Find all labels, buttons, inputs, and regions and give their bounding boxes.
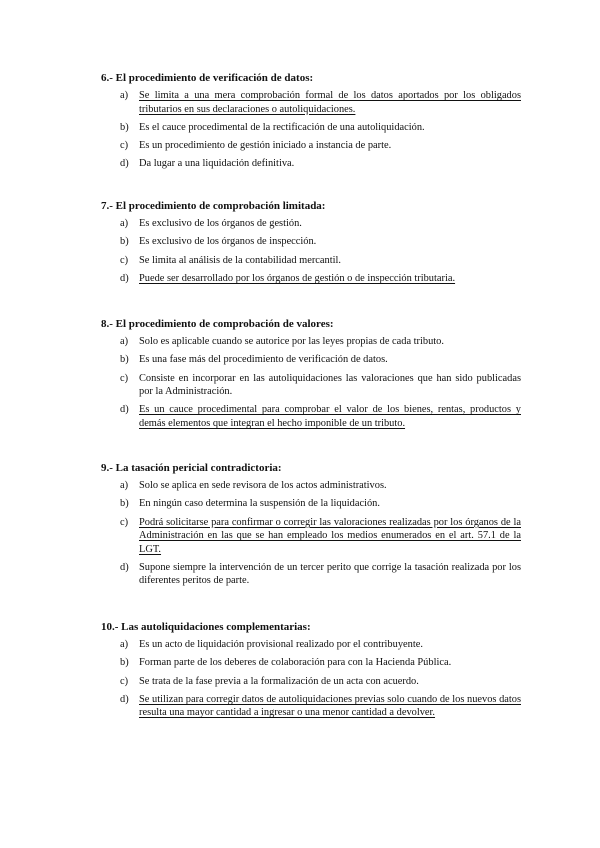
option-letter: c)	[120, 675, 129, 687]
option-letter: a)	[120, 336, 129, 347]
option-text: Consiste en incorporar en las autoliquidaciones las valoraciones que han sido publicadas por la Administración.	[139, 372, 521, 398]
option-text: Puede ser desarrollado por los órganos de gestión o de inspección tributaria.	[139, 272, 456, 284]
option-d	[101, 157, 521, 171]
option-a	[101, 89, 521, 116]
option-text: Se limita al análisis de la contabilidad mercantil.	[139, 254, 341, 266]
option-c	[101, 139, 521, 153]
question-title: 9.- La tasación pericial contradictoria:	[101, 462, 282, 474]
option-letter: d)	[120, 693, 129, 705]
option-letter: b)	[120, 354, 129, 366]
option-text: Es un procedimiento de gestión iniciado a instancia de parte.	[139, 140, 392, 152]
option-text: Es un acto de liquidación provisional realizado por el contribuyente.	[139, 639, 423, 650]
option-text: Forman parte de los deberes de colaboración para con la Hacienda Pública.	[139, 657, 452, 669]
option-a	[101, 335, 521, 349]
option-text: Es un cauce procedimental para comprobar el valor de los bienes, rentas, productos y demás elementos que integran el hecho imponible de un tributo.	[139, 404, 521, 429]
option-letter: d)	[120, 561, 129, 573]
option-letter: b)	[120, 657, 129, 669]
option-text: Se limita a una mera comprobación formal de los datos aportados por los obligados tributarios en sus declaraciones o autoliquidaciones.	[139, 90, 521, 115]
option-c	[101, 675, 521, 689]
option-letter: c)	[120, 140, 129, 152]
option-letter: c)	[120, 516, 129, 528]
question-9	[101, 461, 521, 593]
question-10	[101, 620, 521, 725]
options-list	[101, 217, 521, 285]
options-list	[101, 479, 521, 588]
option-letter: c)	[120, 254, 129, 266]
question-6	[101, 71, 521, 176]
option-b	[101, 656, 521, 670]
option-letter: d)	[120, 272, 129, 284]
option-letter: a)	[120, 639, 129, 650]
option-letter: b)	[120, 236, 129, 248]
option-a	[101, 479, 521, 493]
options-list	[101, 335, 521, 430]
option-b	[101, 235, 521, 249]
option-letter: b)	[120, 498, 129, 510]
option-b	[101, 353, 521, 367]
option-b	[101, 497, 521, 511]
options-list	[101, 638, 521, 720]
option-letter: a)	[120, 480, 129, 491]
option-d	[101, 561, 521, 588]
option-letter: c)	[120, 372, 129, 384]
option-c	[101, 254, 521, 268]
question-title: 7.- El procedimiento de comprobación limitada:	[101, 200, 326, 212]
option-letter: a)	[120, 218, 129, 229]
question-title: 10.- Las autoliquidaciones complementarias:	[101, 621, 311, 633]
question-title: 6.- El procedimiento de verificación de datos:	[101, 72, 314, 84]
question-8	[101, 317, 521, 435]
question-7	[101, 199, 521, 290]
option-letter: b)	[120, 121, 129, 133]
option-c	[101, 516, 521, 557]
option-letter: d)	[120, 158, 129, 170]
option-a	[101, 638, 521, 652]
option-letter: a)	[120, 90, 129, 101]
option-text: Solo se aplica en sede revisora de los actos administrativos.	[139, 480, 387, 491]
option-text: Es el cauce procedimental de la rectificación de una autoliquidación.	[139, 121, 425, 133]
option-text: Supone siempre la intervención de un tercer perito que corrige la tasación realizada por los diferentes peritos de parte.	[139, 561, 521, 587]
option-d	[101, 272, 521, 286]
option-d	[101, 693, 521, 720]
option-text: Da lugar a una liquidación definitiva.	[139, 158, 295, 170]
option-text: Se trata de la fase previa a la formalización de un acta con acuerdo.	[139, 675, 419, 687]
question-title: 8.- El procedimiento de comprobación de valores:	[101, 318, 334, 330]
option-d	[101, 403, 521, 430]
options-list	[101, 89, 521, 171]
option-text: Solo es aplicable cuando se autorice por las leyes propias de cada tributo.	[139, 336, 444, 347]
option-text: Podrá solicitarse para confirmar o corregir las valoraciones realizadas por los órganos de la Administración en las que se han empleado los medios enumerados en el art. 57.1 de la LGT.	[139, 516, 521, 555]
option-text: Es una fase más del procedimiento de verificación de datos.	[139, 354, 388, 366]
option-c	[101, 372, 521, 399]
option-a	[101, 217, 521, 231]
option-text: Es exclusivo de los órganos de gestión.	[139, 218, 302, 229]
option-letter: d)	[120, 404, 129, 416]
option-b	[101, 121, 521, 135]
option-text: Se utilizan para corregir datos de autoliquidaciones previas solo cuando de los nuevos datos resulta una mayor cantidad a ingresar o una menor cantidad a devolver.	[139, 693, 521, 719]
option-text: Es exclusivo de los órganos de inspección.	[139, 236, 317, 248]
option-text: En ningún caso determina la suspensión de la liquidación.	[139, 498, 380, 510]
